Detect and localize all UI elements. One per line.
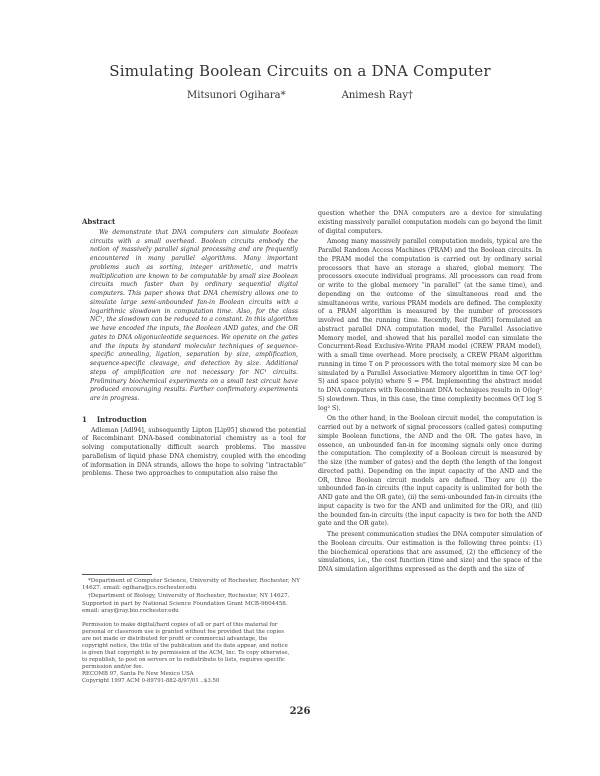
conference-line: RECOMB 97, Santa Fe New Mexico USA [82,671,194,677]
author-name: Animesh Ray† [341,90,413,101]
footnote-author-1: *Department of Computer Science, University of Rochester, Rochester, NY 14627. email: ogihara@cs.rochester.edu [82,578,300,592]
abstract-heading: Abstract [82,217,116,226]
right-column [318,210,542,577]
copyright-line: Copyright 1997 ACM 0-89791-882-8/97/01 ..$3.50 [82,678,220,684]
body-paragraph: Among many massively parallel computation models, typical are the Parallel Random Access Machines (PRAM) and the Boolean circuits. In the PRAM model the computation is carried out by ordinary serial processors that have an storage a shared, global memory. The processors execute individual programs. All processors can read from or write to the global memory “in parallel” (at the same time), and depending on the outcome of the simultaneous read and the simultaneous write, various PRAM models are defined. The complexity of a PRAM algorithm is measured by the number of processors involved and the running time. Recently, Reif [Rei95] formulated an abstract parallel DNA computation model, the Parallel Associative Memory model, and showed that his parallel model can simulate the Concurrent-Read Exclusive-Write PRAM model (CREW PRAM model), with a small time overhead. More precisely, a CREW PRAM algorithm running in time T on P processors with the total memory size M can be simulated by a Parallel Associative Memory algorithm in time O(T log² S) and space poly(n) where S = PM. Implementing the abstract model to DNA computers with Recombinant DNA techniques results in O(log² S) slowdown. Thus, in this case, the time complexity becomes O(T log S log² S). [318,238,542,412]
author-list [0,90,600,101]
footnotes [82,574,302,616]
section-title: Introduction [96,414,147,424]
section-heading-introduction [82,416,306,425]
body-paragraph: On the other hand, in the Boolean circuit model, the computation is carried out by a network of signal processors (called gates) computing simple Boolean functions, the AND and the OR. The gates have, in essence, an unbounded fan-in for incoming signals only once during the computation. The complexity of a Boolean circuit is measured by the size (the number of gates) and the depth (the length of the longest directed path). Depending on the input capacity of the AND and the OR, three Boolean circuit models are defined. They are (i) the unbounded fan-in circuits (the input capacity is unlimited for both the AND gate and the OR gate), (ii) the semi-unbounded fan-in circuits (the input capacity is two for the AND and unlimited for the OR), and (iii) the bounded fan-in circuits (the input capacity is two for both the AND gate and the OR gate). [318,415,542,528]
footnote-divider [82,574,152,575]
intro-paragraph: Adleman [Adl94], subsequently Lipton [Lip95] showed the potential of Recombinant DNA-based combinatorial chemistry as a tool for solving computationally difficult search problems. The massive parallelism of liquid phase DNA chemistry, coupled with the encoding of information in DNA strands, allows the hope to solving “intractable” problems. These two approaches to computation also raise the [82,426,306,478]
section-number: 1 [82,414,87,424]
footnote-author-2: †Department of Biology, University of Rochester, Rochester, NY 14627. Supported in part by National Science Foundation Grant MCB-9604458. email: aray@ray.bio.rochester.edu [82,593,290,614]
page-number: 226 [289,706,311,717]
permission-text: Permission to make digital/hard copies of all or part of this material for personal or classroom use is granted without fee provided that the copies are not made or distributed for profit or commercial advantage, the copyright notice, the title of the publication and its date appear, and notice is given that copyright is by permission of the ACM, Inc. To copy otherwise, to republish, to post on servers or to redistribute to lists, requires specific permission and/or fee. [82,622,290,670]
abstract-text: We demonstrate that DNA computers can simulate Boolean circuits with a small overhead. Boolean circuits embody the notion of massively parallel signal processing and are frequently encountered in many parallel algorithms. Many important problems such as sorting, integer arithmetic, and matrix multiplication are known to be computable by small size Boolean circuits much faster than by ordinary sequential digital computers. This paper shows that DNA chemistry allows one to simulate large semi-unbounded fan-in Boolean circuits with a logarithmic slowdown in computation time. Also, for the class NC¹, the slowdown can be reduced to a constant. In this algorithm we have encoded the inputs, the Boolean AND gates, and the OR gates to DNA oligonucleotide sequences. We operate on the gates and the inputs by standard molecular techniques of sequence-specific annealing, ligation, separation by size, amplification, sequence-specific cleavage, and detection by size. Additional steps of amplification are not necessary for NC¹ circuits. Preliminary biochemical experiments on a small test circuit have produced encouraging results. Further confirmatory experiments are in progress. [90,228,298,402]
body-paragraph: The present communication studies the DNA computer simulation of the Boolean circuits. Our estimation is the following three points: (1) the biochemical operations that are assumed, (2) the efficiency of the simulations, i.e., the cost function (time and size) and the space of the DNA simulation algorithms expressed as the depth and the size of [318,531,542,573]
permission-block [82,622,292,685]
left-column [82,218,306,481]
body-paragraph: question whether the DNA computers are a device for simulating existing massively parallel computation models can go beyond the limit of digital computers. [318,210,542,235]
author-name: Mitsunori Ogihara* [187,90,286,101]
paper-title: Simulating Boolean Circuits on a DNA Computer [109,62,491,80]
